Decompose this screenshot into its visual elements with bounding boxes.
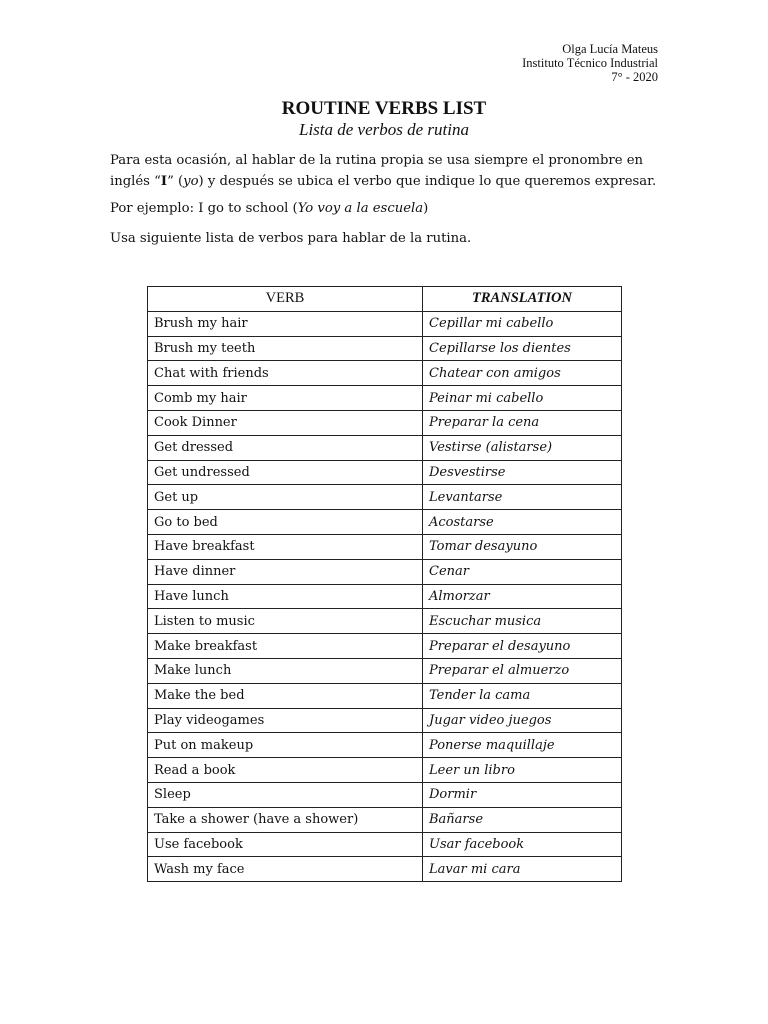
table-row xyxy=(148,485,622,510)
table-row xyxy=(148,609,622,634)
table-row xyxy=(148,361,622,386)
example-text-b: ) xyxy=(423,201,429,216)
table-header-row xyxy=(148,287,622,312)
verb-cell: Sleep xyxy=(148,782,423,807)
translation-cell: Escuchar musica xyxy=(423,609,622,634)
pronoun-bold: I xyxy=(160,174,168,189)
verb-cell: Play videogames xyxy=(148,708,423,733)
intro-text-a: Para esta ocasión, al hablar de la rutina propia se usa siempre el pronombre en inglés “ xyxy=(110,153,644,189)
table-row xyxy=(148,584,622,609)
translation-column-header: TRANSLATION xyxy=(423,287,622,312)
grade-year: 7° - 2020 xyxy=(611,70,658,84)
table-row xyxy=(148,708,622,733)
table-row xyxy=(148,758,622,783)
translation-cell: Preparar el desayuno xyxy=(423,634,622,659)
translation-cell: Jugar video juegos xyxy=(423,708,622,733)
translation-cell: Leer un libro xyxy=(423,758,622,783)
table-row xyxy=(148,510,622,535)
translation-cell: Tender la cama xyxy=(423,683,622,708)
table-row xyxy=(148,658,622,683)
institution-name: Instituto Técnico Industrial xyxy=(522,56,658,70)
pronoun-translation: yo xyxy=(183,174,199,189)
translation-cell: Preparar la cena xyxy=(423,410,622,435)
verb-cell: Chat with friends xyxy=(148,361,423,386)
translation-cell: Dormir xyxy=(423,782,622,807)
title-block xyxy=(0,98,768,140)
translation-cell: Desvestirse xyxy=(423,460,622,485)
translation-cell: Tomar desayuno xyxy=(423,534,622,559)
verb-cell: Comb my hair xyxy=(148,386,423,411)
verb-cell: Put on makeup xyxy=(148,733,423,758)
table-row xyxy=(148,733,622,758)
table-row xyxy=(148,386,622,411)
example-paragraph xyxy=(110,198,670,219)
translation-cell: Peinar mi cabello xyxy=(423,386,622,411)
table-row xyxy=(148,683,622,708)
verb-cell: Brush my hair xyxy=(148,311,423,336)
verb-cell: Cook Dinner xyxy=(148,410,423,435)
translation-cell: Cepillarse los dientes xyxy=(423,336,622,361)
verb-cell: Make lunch xyxy=(148,658,423,683)
table-row xyxy=(148,460,622,485)
translation-cell: Preparar el almuerzo xyxy=(423,658,622,683)
table-row xyxy=(148,559,622,584)
table-row xyxy=(148,807,622,832)
example-text-a: Por ejemplo: I go to school ( xyxy=(110,201,298,216)
verb-cell: Have dinner xyxy=(148,559,423,584)
translation-cell: Cenar xyxy=(423,559,622,584)
verb-cell: Listen to music xyxy=(148,609,423,634)
verb-cell: Go to bed xyxy=(148,510,423,535)
page-title: ROUTINE VERBS LIST xyxy=(281,98,487,119)
table-row xyxy=(148,410,622,435)
intro-paragraph xyxy=(110,150,670,192)
translation-cell: Chatear con amigos xyxy=(423,361,622,386)
verb-cell: Wash my face xyxy=(148,857,423,882)
translation-cell: Levantarse xyxy=(423,485,622,510)
intro-text-c: ) y después se ubica el verbo que indique lo que queremos expresar. xyxy=(198,174,657,189)
verbs-table xyxy=(147,286,622,882)
author-name: Olga Lucía Mateus xyxy=(562,42,658,56)
verb-cell: Get up xyxy=(148,485,423,510)
translation-cell: Usar facebook xyxy=(423,832,622,857)
table-row xyxy=(148,782,622,807)
verb-column-header: VERB xyxy=(148,287,423,312)
translation-cell: Cepillar mi cabello xyxy=(423,311,622,336)
example-translation: Yo voy a la escuela xyxy=(297,201,424,216)
table-row xyxy=(148,857,622,882)
verb-cell: Have breakfast xyxy=(148,534,423,559)
intro-text-b: ” ( xyxy=(167,174,184,189)
translation-cell: Vestirse (alistarse) xyxy=(423,435,622,460)
table-row xyxy=(148,634,622,659)
verb-cell: Brush my teeth xyxy=(148,336,423,361)
verb-cell: Get undressed xyxy=(148,460,423,485)
table-row xyxy=(148,832,622,857)
verb-cell: Get dressed xyxy=(148,435,423,460)
translation-cell: Bañarse xyxy=(423,807,622,832)
translation-cell: Lavar mi cara xyxy=(423,857,622,882)
verb-cell: Make breakfast xyxy=(148,634,423,659)
document-header xyxy=(522,42,658,84)
verb-cell: Make the bed xyxy=(148,683,423,708)
translation-cell: Ponerse maquillaje xyxy=(423,733,622,758)
verb-cell: Use facebook xyxy=(148,832,423,857)
table-row xyxy=(148,435,622,460)
verb-cell: Read a book xyxy=(148,758,423,783)
page-subtitle: Lista de verbos de rutina xyxy=(299,120,469,139)
translation-cell: Almorzar xyxy=(423,584,622,609)
table-row xyxy=(148,534,622,559)
table-row xyxy=(148,336,622,361)
table-row xyxy=(148,311,622,336)
verb-cell: Have lunch xyxy=(148,584,423,609)
verb-cell: Take a shower (have a shower) xyxy=(148,807,423,832)
instruction-paragraph: Usa siguiente lista de verbos para hablar de la rutina. xyxy=(110,231,472,246)
translation-cell: Acostarse xyxy=(423,510,622,535)
